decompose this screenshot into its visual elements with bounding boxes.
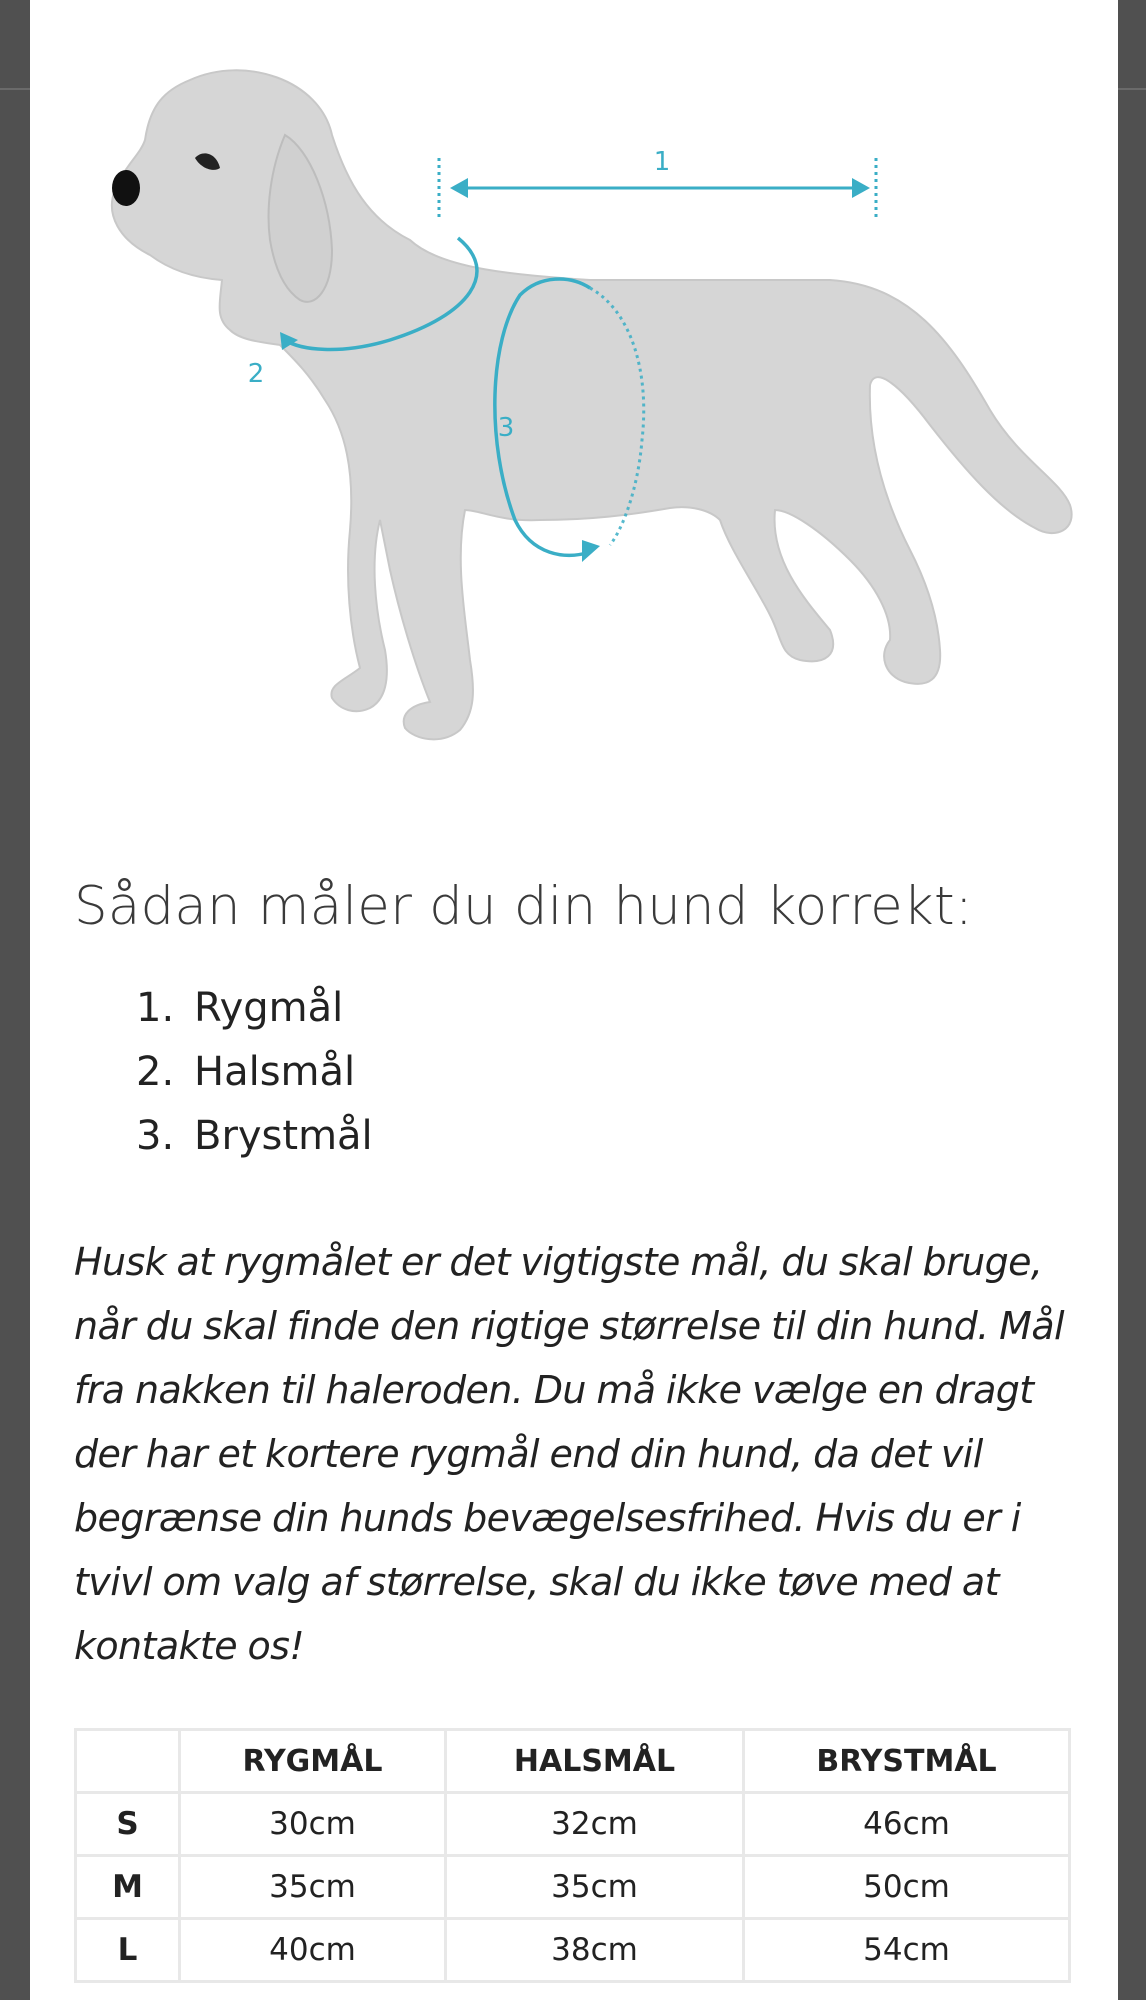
rygmaal-value: 30cm [180, 1793, 446, 1856]
size-label: M [76, 1856, 180, 1919]
header-cell-rygmaal: RYGMÅL [180, 1730, 446, 1793]
content-panel [30, 0, 1118, 2000]
brystmaal-value: 50cm [744, 1856, 1070, 1919]
header-cell-empty [76, 1730, 180, 1793]
halsmaal-value: 35cm [446, 1856, 744, 1919]
chest-marker: 3 [497, 413, 515, 443]
table-row [76, 1919, 1070, 1982]
step-number: 2. [136, 1049, 175, 1095]
dog-silhouette [112, 70, 1072, 739]
header-cell-brystmaal: BRYSTMÅL [744, 1730, 1070, 1793]
list-item [136, 1104, 373, 1168]
step-label: Rygmål [194, 985, 344, 1031]
gutter-divider [0, 88, 30, 90]
table-row [76, 1793, 1070, 1856]
neck-marker: 2 [247, 359, 265, 389]
rygmaal-value: 40cm [180, 1919, 446, 1982]
size-label: L [76, 1919, 180, 1982]
table-header-row [76, 1730, 1070, 1793]
right-gutter [1118, 0, 1146, 2000]
brystmaal-value: 54cm [744, 1919, 1070, 1982]
step-label: Halsmål [194, 1049, 356, 1095]
sizing-note: Husk at rygmålet er det vigtigste mål, du skal bruge, når du skal finde den rigtige størrelse til din hund. Mål fra nakken til haleroden. Du må ikke vælge en dragt der har et kortere rygmål end din hund, da det vil begrænse din hunds bevægelsesfrihed. Hvis du er i tvivl om valg af størrelse, skal du ikke tøve med at kontakte os! [74, 1240, 1064, 1668]
list-item [136, 976, 373, 1040]
back-length-arrowhead-right [852, 178, 870, 198]
rygmaal-value: 35cm [180, 1856, 446, 1919]
step-number: 3. [136, 1113, 175, 1159]
size-label: S [76, 1793, 180, 1856]
dog-nose [112, 170, 140, 206]
halsmaal-value: 38cm [446, 1919, 744, 1982]
gutter-divider [1118, 88, 1146, 90]
step-label: Brystmål [194, 1113, 373, 1159]
table-row [76, 1856, 1070, 1919]
header-cell-halsmaal: HALSMÅL [446, 1730, 744, 1793]
left-gutter [0, 0, 30, 2000]
size-chart-table [74, 1728, 1071, 1983]
measurement-steps-list [136, 976, 373, 1168]
page-title: Sådan måler du din hund korrekt: [74, 876, 973, 937]
dog-measurement-illustration [70, 40, 1090, 820]
back-length-arrowhead-left [450, 178, 468, 198]
list-item [136, 1040, 373, 1104]
halsmaal-value: 32cm [446, 1793, 744, 1856]
step-number: 1. [136, 985, 175, 1031]
back-length-marker: 1 [653, 147, 671, 177]
brystmaal-value: 46cm [744, 1793, 1070, 1856]
chest-arrowhead [582, 540, 600, 562]
